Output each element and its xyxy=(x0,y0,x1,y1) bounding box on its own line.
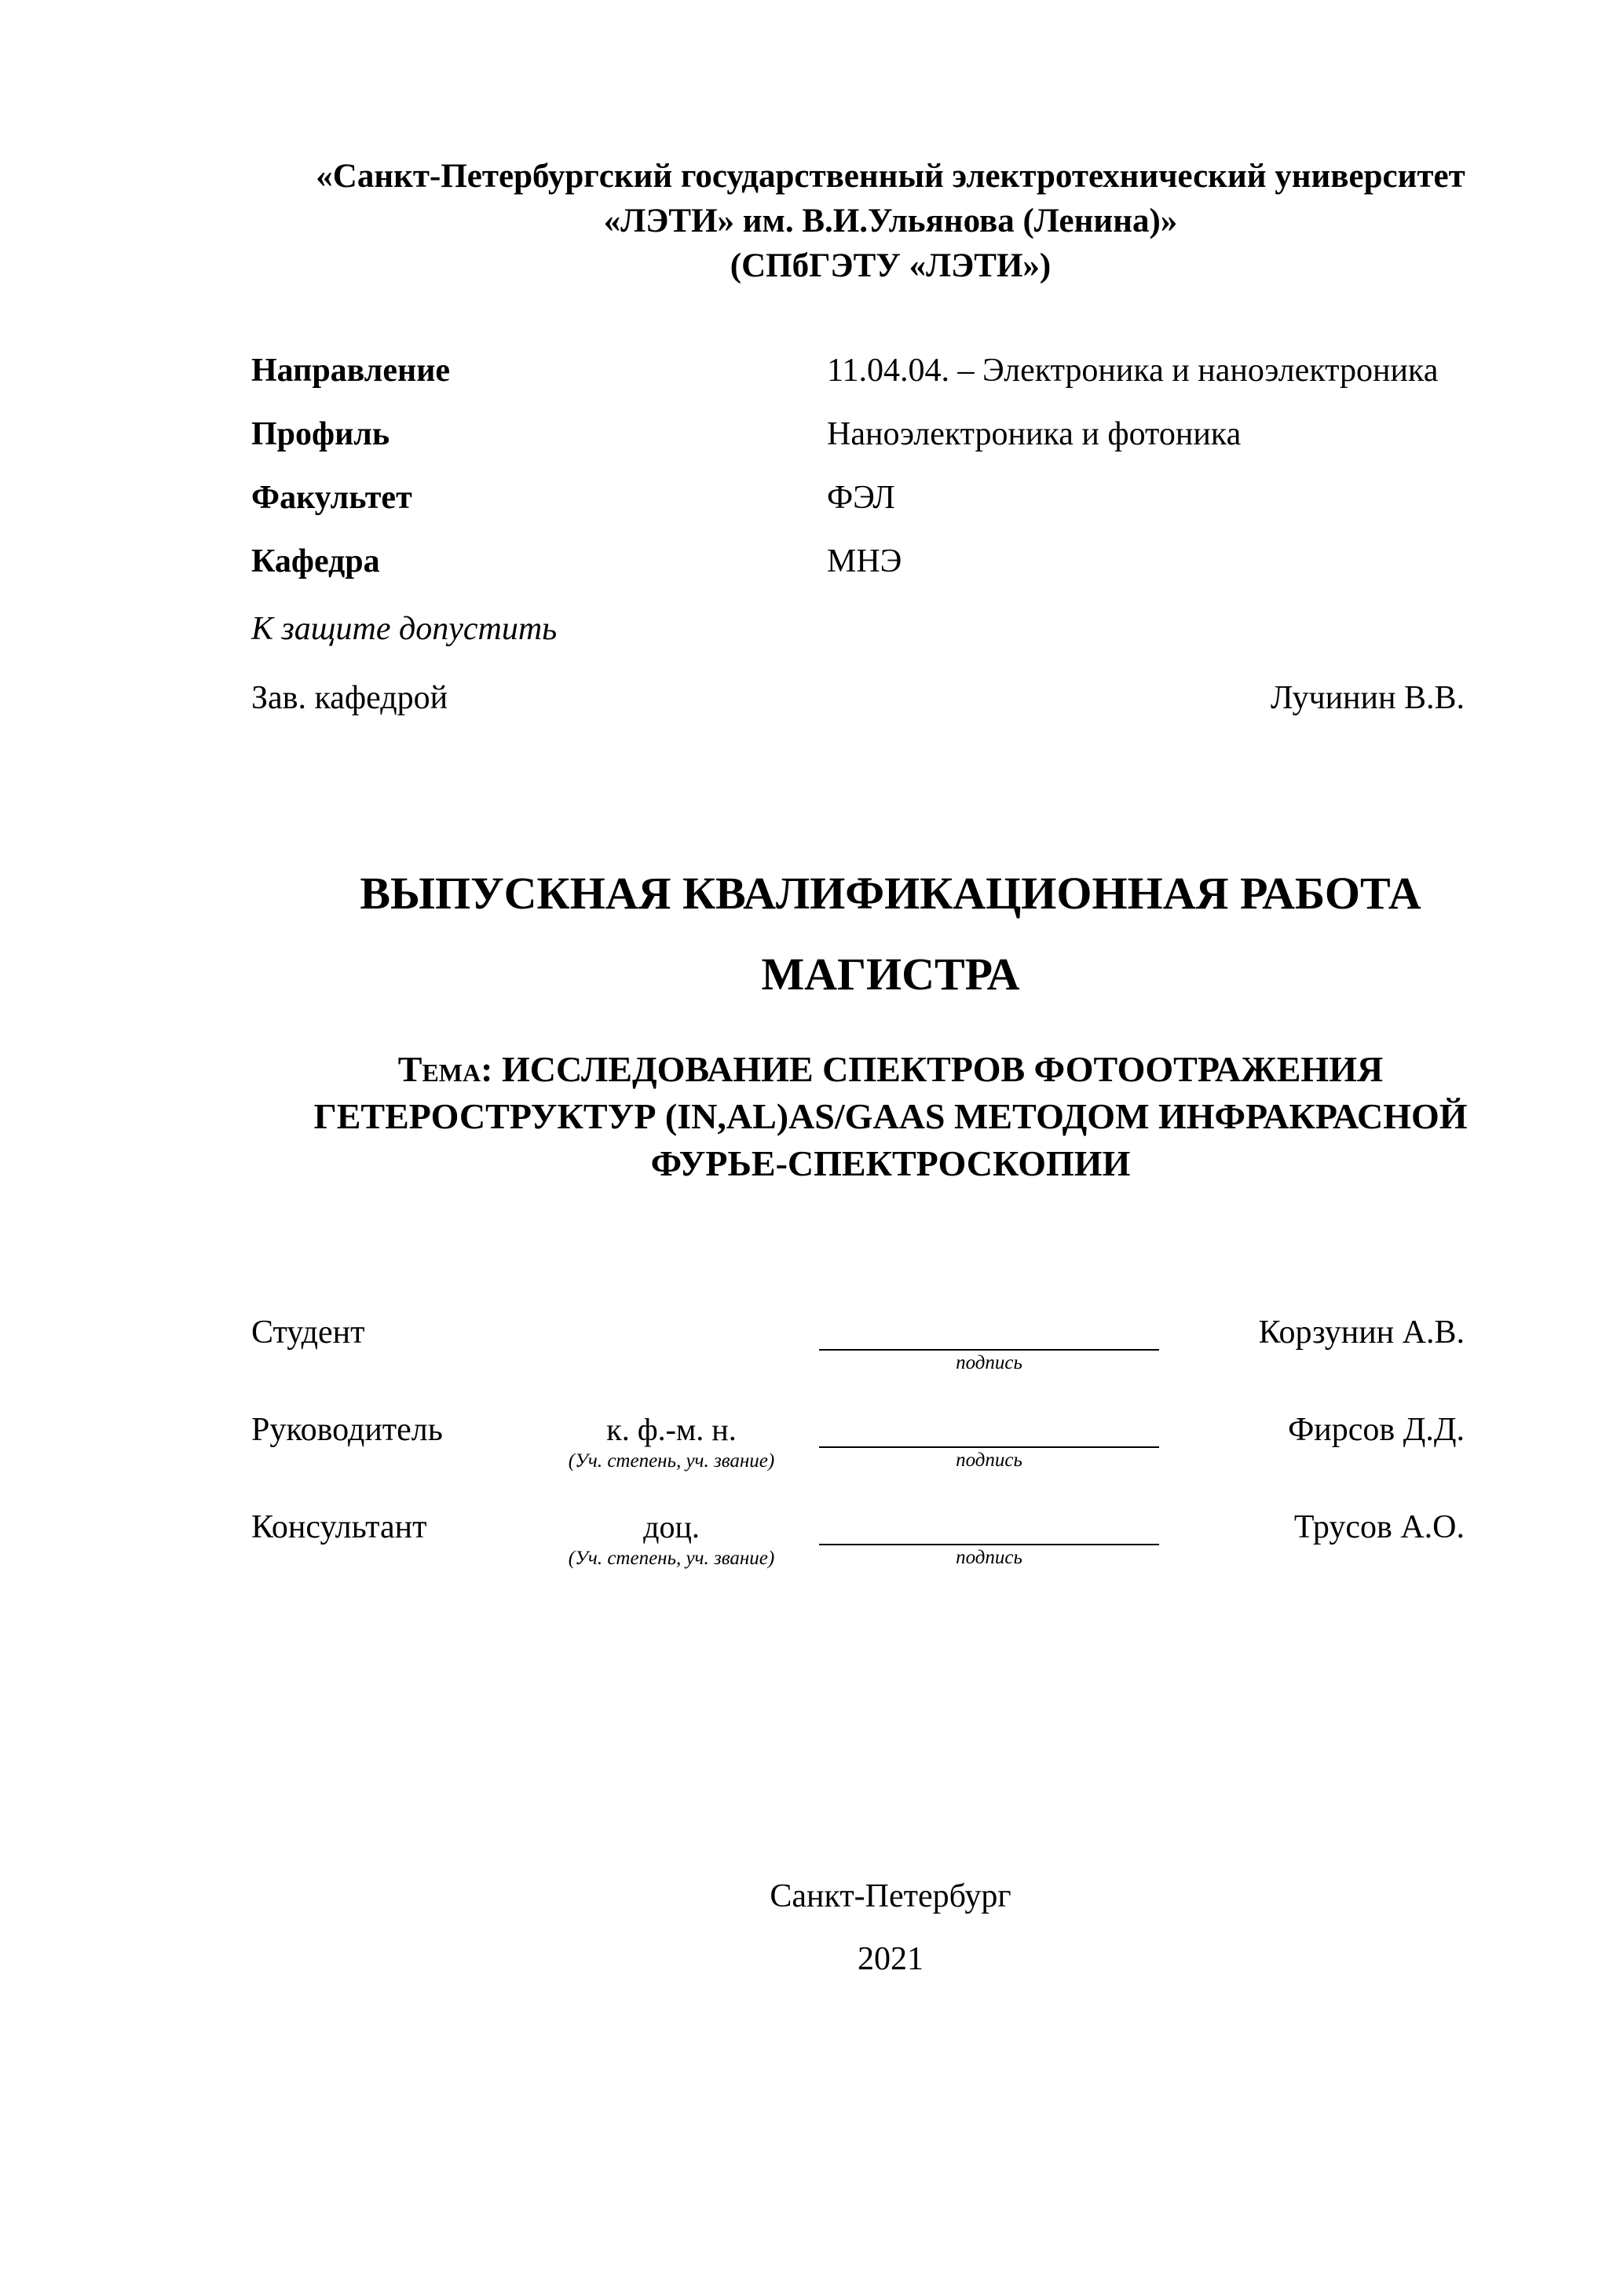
approval-role: Зав. кафедрой xyxy=(251,680,448,716)
signature-row-consultant xyxy=(251,1508,1465,1570)
approval-permit-text: К защите допустить xyxy=(251,611,558,647)
program-value: Наноэлектроника и фотоника xyxy=(827,416,1242,452)
program-row-profile xyxy=(251,415,1530,454)
signature-degree-block xyxy=(542,1410,801,1473)
signature-degree: доц. xyxy=(643,1509,700,1545)
program-label: Направление xyxy=(251,353,451,389)
signature-name: Корзунин А.В. xyxy=(1258,1314,1465,1351)
university-header-line2: «ЛЭТИ» им. В.И.Ульянова (Ленина)» xyxy=(603,203,1178,239)
signature-caption: подпись xyxy=(956,1547,1022,1568)
signature-name: Фирсов Д.Д. xyxy=(1288,1412,1465,1448)
signatures-block xyxy=(251,1313,1465,1570)
signature-name: Трусов А.О. xyxy=(1293,1509,1465,1545)
topic-text: ИССЛЕДОВАНИЕ СПЕКТРОВ ФОТООТРАЖЕНИЯ ГЕТЕРОСТРУКТУР (IN,AL)AS/GAAS МЕТОДОМ ИНФРАКРАСНОЙ ФУРЬЕ-СПЕКТРОСКОПИИ xyxy=(313,1049,1468,1183)
signature-line xyxy=(819,1313,1159,1351)
signature-caption: подпись xyxy=(956,1450,1022,1471)
topic-block xyxy=(251,1046,1530,1187)
signature-degree-caption: (Уч. степень, уч. звание) xyxy=(568,1450,775,1472)
signature-caption: подпись xyxy=(956,1352,1022,1373)
signature-line-block xyxy=(819,1410,1159,1473)
signature-row-student xyxy=(251,1313,1465,1376)
work-title-line1: ВЫПУСКНАЯ КВАЛИФИКАЦИОННАЯ РАБОТА xyxy=(360,868,1421,919)
university-header-line3: (СПбГЭТУ «ЛЭТИ») xyxy=(730,247,1052,284)
approval-row xyxy=(251,678,1465,718)
footer-block xyxy=(251,1877,1530,1979)
university-header xyxy=(251,154,1530,288)
program-row-department xyxy=(251,542,1530,581)
program-value: ФЭЛ xyxy=(827,480,895,516)
signature-role: Консультант xyxy=(251,1509,427,1545)
work-title xyxy=(251,853,1530,1015)
signature-degree-caption: (Уч. степень, уч. звание) xyxy=(568,1548,775,1569)
signature-role: Руководитель xyxy=(251,1412,443,1448)
approval-block xyxy=(251,609,1530,718)
program-label: Кафедра xyxy=(251,543,380,579)
signature-line xyxy=(819,1508,1159,1545)
footer-city: Санкт-Петербург xyxy=(770,1878,1011,1914)
university-header-line1: «Санкт-Петербургский государственный электротехнический университет xyxy=(316,158,1465,195)
signature-degree-block xyxy=(542,1508,801,1570)
program-info xyxy=(251,351,1530,581)
topic-label: Тема: xyxy=(397,1049,493,1089)
signature-line-block xyxy=(819,1508,1159,1570)
program-row-faculty xyxy=(251,478,1530,517)
program-value: МНЭ xyxy=(827,543,902,579)
signature-line-block xyxy=(819,1313,1159,1376)
program-label: Факультет xyxy=(251,480,412,516)
program-row-direction xyxy=(251,351,1530,390)
footer-year: 2021 xyxy=(858,1941,924,1977)
signature-role: Студент xyxy=(251,1314,365,1351)
signature-degree: к. ф.-м. н. xyxy=(606,1412,737,1447)
signature-row-supervisor xyxy=(251,1410,1465,1473)
signature-line xyxy=(819,1410,1159,1448)
work-title-line2: МАГИСТРА xyxy=(761,949,1020,1000)
approval-name: Лучинин В.В. xyxy=(1271,680,1465,716)
program-value: 11.04.04. – Электроника и наноэлектроника xyxy=(827,353,1439,389)
program-label: Профиль xyxy=(251,416,390,452)
